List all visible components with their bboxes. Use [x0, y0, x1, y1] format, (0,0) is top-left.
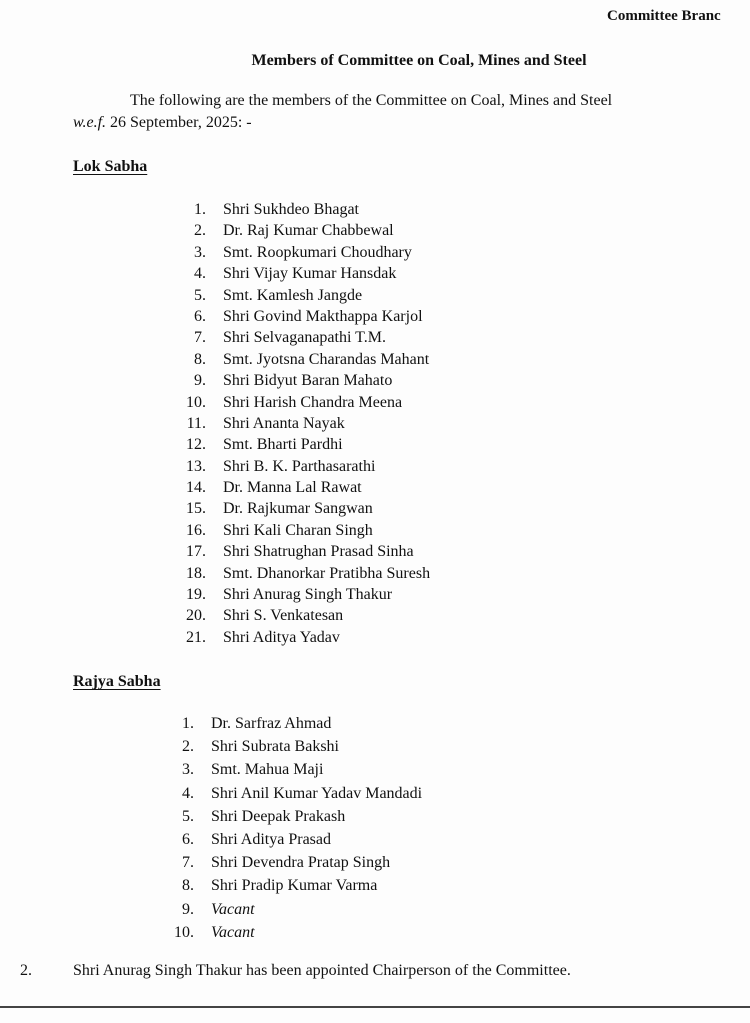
- lok-sabha-member: [172, 370, 430, 391]
- member-number: 7.: [194, 329, 206, 347]
- rajya-sabha-member: [160, 758, 422, 781]
- member-name: Shri Devendra Pratap Singh: [211, 854, 391, 872]
- member-number: 4.: [194, 265, 206, 283]
- member-name: Dr. Raj Kumar Chabbewal: [223, 222, 394, 240]
- member-name: Shri Anil Kumar Yadav Mandadi: [211, 784, 423, 802]
- member-name: Shri Harish Chandra Meena: [223, 393, 403, 411]
- member-name: Smt. Dhanorkar Pratibha Suresh: [223, 564, 431, 582]
- member-name: Vacant: [211, 900, 255, 918]
- lok-sabha-member: [172, 199, 430, 220]
- lok-sabha-member: [172, 242, 430, 263]
- lok-sabha-member: [172, 498, 430, 519]
- rajya-sabha-member: [160, 828, 422, 851]
- member-number: 1.: [194, 201, 206, 218]
- lok-sabha-member: [172, 563, 430, 584]
- member-name: Shri Subrata Bakshi: [211, 738, 339, 756]
- lok-sabha-member: [172, 541, 430, 562]
- rajya-sabha-member: [160, 782, 422, 805]
- member-name: Shri S. Venkatesan: [223, 607, 344, 625]
- lok-sabha-member: [172, 434, 430, 455]
- member-name: Smt. Kamlesh Jangde: [223, 286, 363, 304]
- member-number: 5.: [194, 286, 206, 304]
- rajya-sabha-member: [160, 898, 422, 921]
- member-name: Smt. Roopkumari Choudhary: [223, 243, 412, 261]
- rajya-sabha-member-list: [160, 712, 422, 944]
- intro-text: The following are the members of the Committee on Coal, Mines and Steel: [130, 92, 613, 109]
- member-number: 11.: [186, 414, 206, 432]
- rajya-sabha-member: [160, 712, 422, 735]
- chairperson-paragraph: [20, 962, 571, 980]
- member-name: Shri Bidyut Baran Mahato: [223, 372, 393, 390]
- member-name: Shri Shatrughan Prasad Sinha: [223, 543, 414, 561]
- member-number: 3.: [194, 243, 206, 261]
- lok-sabha-member: [172, 349, 430, 370]
- member-name: Smt. Mahua Maji: [211, 761, 324, 779]
- member-name: Shri Anurag Singh Thakur: [223, 586, 393, 604]
- member-number: 6.: [182, 830, 194, 848]
- member-name: Smt. Bharti Pardhi: [223, 436, 343, 454]
- member-number: 20.: [186, 607, 206, 625]
- member-name: Shri Govind Makthappa Karjol: [223, 307, 423, 325]
- lok-sabha-member: [172, 477, 430, 498]
- member-number: 18.: [186, 564, 206, 582]
- member-name: Vacant: [211, 923, 255, 941]
- member-number: 10.: [174, 923, 194, 941]
- intro-date-line: [73, 114, 252, 132]
- chairperson-text: Shri Anurag Singh Thakur has been appointed Chairperson of the Committee.: [73, 962, 571, 979]
- member-number: 8.: [182, 877, 194, 895]
- member-number: 21.: [186, 628, 206, 646]
- lok-sabha-member: [172, 605, 430, 626]
- lok-sabha-member: [172, 584, 430, 605]
- member-number: 4.: [182, 784, 194, 802]
- bottom-divider: [0, 1006, 750, 1008]
- member-number: 17.: [186, 543, 206, 561]
- member-number: 13.: [186, 457, 206, 475]
- member-number: 7.: [182, 854, 194, 872]
- member-number: 10.: [186, 393, 206, 411]
- lok-sabha-member: [172, 413, 430, 434]
- rajya-sabha-member: [160, 805, 422, 828]
- member-number: 14.: [186, 479, 206, 497]
- lok-sabha-member: [172, 456, 430, 477]
- rajya-sabha-member: [160, 921, 422, 944]
- member-name: Shri Deepak Prakash: [211, 807, 346, 825]
- member-name: Shri Vijay Kumar Hansdak: [223, 265, 397, 283]
- rajya-sabha-heading: Rajya Sabha: [73, 673, 161, 690]
- member-number: 9.: [194, 372, 206, 390]
- member-name: Shri Selvaganapathi T.M.: [223, 329, 386, 347]
- lok-sabha-member: [172, 520, 430, 541]
- member-name: Shri Ananta Nayak: [223, 414, 345, 432]
- lok-sabha-member: [172, 306, 430, 327]
- lok-sabha-member: [172, 627, 430, 648]
- member-number: 3.: [182, 761, 194, 779]
- rajya-sabha-member: [160, 735, 422, 758]
- document-title: Members of Committee on Coal, Mines and Steel: [251, 52, 587, 69]
- member-name: Shri Aditya Yadav: [223, 628, 340, 646]
- member-number: 8.: [194, 350, 206, 368]
- member-name: Shri Aditya Prasad: [211, 830, 331, 848]
- effective-date: 26 September, 2025: -: [110, 114, 252, 131]
- member-number: 12.: [186, 436, 206, 454]
- lok-sabha-member: [172, 220, 430, 241]
- member-number: 9.: [182, 900, 194, 918]
- member-name: Shri B. K. Parthasarathi: [223, 457, 376, 475]
- member-name: Shri Pradip Kumar Varma: [211, 877, 378, 895]
- wef-label: w.e.f.: [73, 114, 107, 131]
- lok-sabha-member: [172, 285, 430, 306]
- lok-sabha-member: [172, 327, 430, 348]
- rajya-sabha-member: [160, 851, 422, 874]
- member-number: 19.: [186, 586, 206, 604]
- paragraph-number: 2.: [20, 962, 32, 979]
- member-number: 1.: [182, 715, 194, 732]
- member-name: Dr. Sarfraz Ahmad: [211, 715, 332, 732]
- lok-sabha-member-list: [172, 199, 430, 648]
- member-number: 5.: [182, 807, 194, 825]
- member-number: 2.: [182, 738, 194, 756]
- member-number: 2.: [194, 222, 206, 240]
- member-number: 15.: [186, 500, 206, 518]
- rajya-sabha-member: [160, 874, 422, 897]
- member-number: 6.: [194, 307, 206, 325]
- member-name: Shri Kali Charan Singh: [223, 521, 373, 539]
- member-name: Dr. Manna Lal Rawat: [223, 479, 362, 497]
- lok-sabha-heading: Lok Sabha: [73, 158, 148, 175]
- lok-sabha-member: [172, 263, 430, 284]
- member-name: Smt. Jyotsna Charandas Mahant: [223, 350, 430, 368]
- branch-label: Committee Branc: [607, 8, 721, 24]
- member-name: Shri Sukhdeo Bhagat: [223, 201, 359, 218]
- member-name: Dr. Rajkumar Sangwan: [223, 500, 373, 518]
- lok-sabha-member: [172, 392, 430, 413]
- member-number: 16.: [186, 521, 206, 539]
